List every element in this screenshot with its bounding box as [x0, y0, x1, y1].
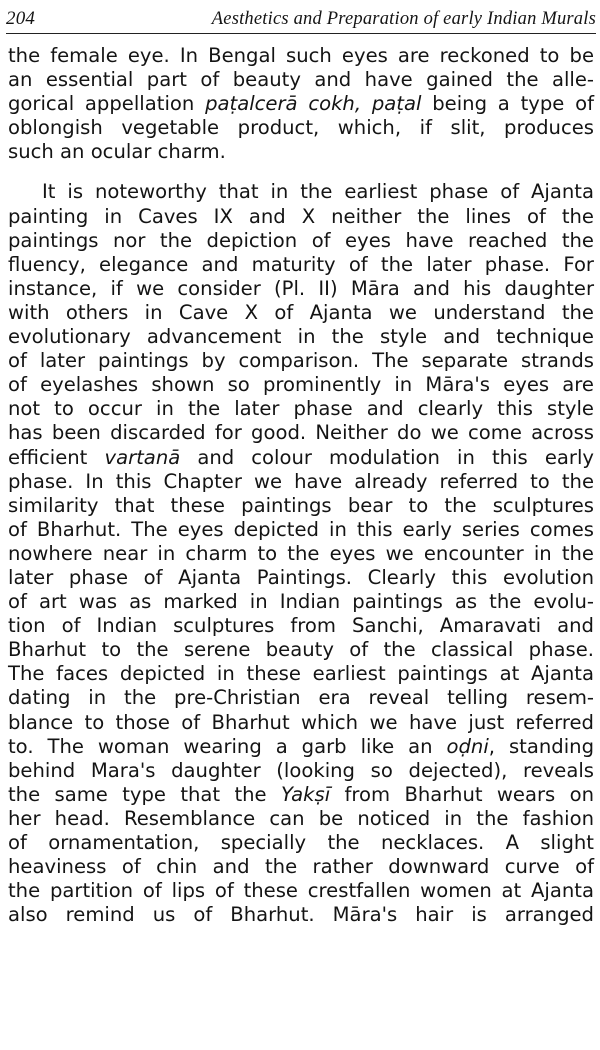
text-line: of eyelashes shown so prominently in Māra's eyes are — [8, 373, 594, 397]
text-line: not to occur in the later phase and clearly this style — [8, 397, 594, 421]
text-line: phase. In this Chapter we have already referred to the — [8, 469, 594, 493]
text-line: also remind us of Bharhut. Māra's hair is arranged — [8, 903, 594, 927]
text-line: her head. Resemblance can be noticed in the fashion — [8, 806, 594, 830]
text-line: of later paintings by comparison. The separate strands — [8, 349, 594, 373]
text-line: efficient vartanā and colour modulation in this early — [8, 445, 594, 469]
text-line: instance, if we consider (Pl. II) Māra and his daughter — [8, 276, 594, 300]
text-line: of Bharhut. The eyes depicted in this early series comes — [8, 517, 594, 541]
italic-term: vartanā — [104, 445, 181, 469]
text-line: It is noteworthy that in the earliest phase of Ajanta — [42, 180, 594, 204]
paragraph — [8, 44, 594, 164]
text-line: blance to those of Bharhut which we have just referred — [8, 710, 594, 734]
running-title: Aesthetics and Preparation of early Indian Murals — [211, 9, 596, 29]
text-line: dating in the pre-Christian era reveal telling resem- — [8, 686, 594, 710]
italic-term: paṭalcerā cokh, paṭal — [205, 92, 422, 116]
text-line: to. The woman wearing a garb like an oḍni, standing — [8, 734, 595, 758]
text-line: gorical appellation paṭalcerā cokh, paṭal being a type of — [8, 92, 595, 116]
text-line: an essential part of beauty and have gained the alle- — [8, 68, 594, 92]
text-line: of ornamentation, specially the necklaces. A slight — [8, 831, 594, 854]
italic-term: Yakṣī — [280, 782, 331, 806]
text-line: similarity that these paintings bear to the sculptures — [8, 493, 594, 517]
page-number: 204 — [6, 8, 36, 29]
text-line: such an ocular charm. — [8, 140, 226, 164]
running-header — [6, 0, 596, 34]
text-line: oblongish vegetable product, which, if slit, produces — [8, 116, 594, 140]
italic-term: oḍni — [446, 734, 489, 758]
text-line: nowhere near in charm to the eyes we encounter in the — [8, 541, 594, 565]
text-line: fluency, elegance and maturity of the later phase. For — [8, 252, 594, 276]
text-line: behind Mara's daughter (looking so dejected), reveals — [8, 758, 594, 782]
text-line: painting in Caves IX and X neither the lines of the — [8, 204, 594, 228]
text-line: The faces depicted in these earliest paintings at Ajanta — [8, 662, 594, 686]
text-line: has been discarded for good. Neither do we come across — [8, 421, 594, 445]
text-line: the partition of lips of these crestfallen women at Ajanta — [8, 879, 594, 903]
body-text — [8, 44, 594, 927]
text-line: heaviness of chin and the rather downward curve of — [8, 855, 594, 879]
paragraph — [8, 180, 594, 927]
paragraph-gap — [8, 164, 594, 180]
text-line: the female eye. In Bengal such eyes are reckoned to be — [8, 44, 594, 67]
text-line: of art was as marked in Indian paintings as the evolu- — [8, 590, 594, 614]
text-line: with others in Cave X of Ajanta we understand the — [8, 300, 594, 324]
text-line: the same type that the Yakṣī from Bharhut wears on — [8, 782, 594, 806]
text-line: tion of Indian sculptures from Sanchi, Amaravati and — [8, 614, 594, 638]
text-line: paintings nor the depiction of eyes have reached the — [8, 228, 594, 252]
text-line: Bharhut to the serene beauty of the classical phase. — [8, 638, 594, 662]
text-line: evolutionary advancement in the style and technique — [8, 325, 594, 349]
text-line: later phase of Ajanta Paintings. Clearly this evolution — [8, 565, 594, 589]
